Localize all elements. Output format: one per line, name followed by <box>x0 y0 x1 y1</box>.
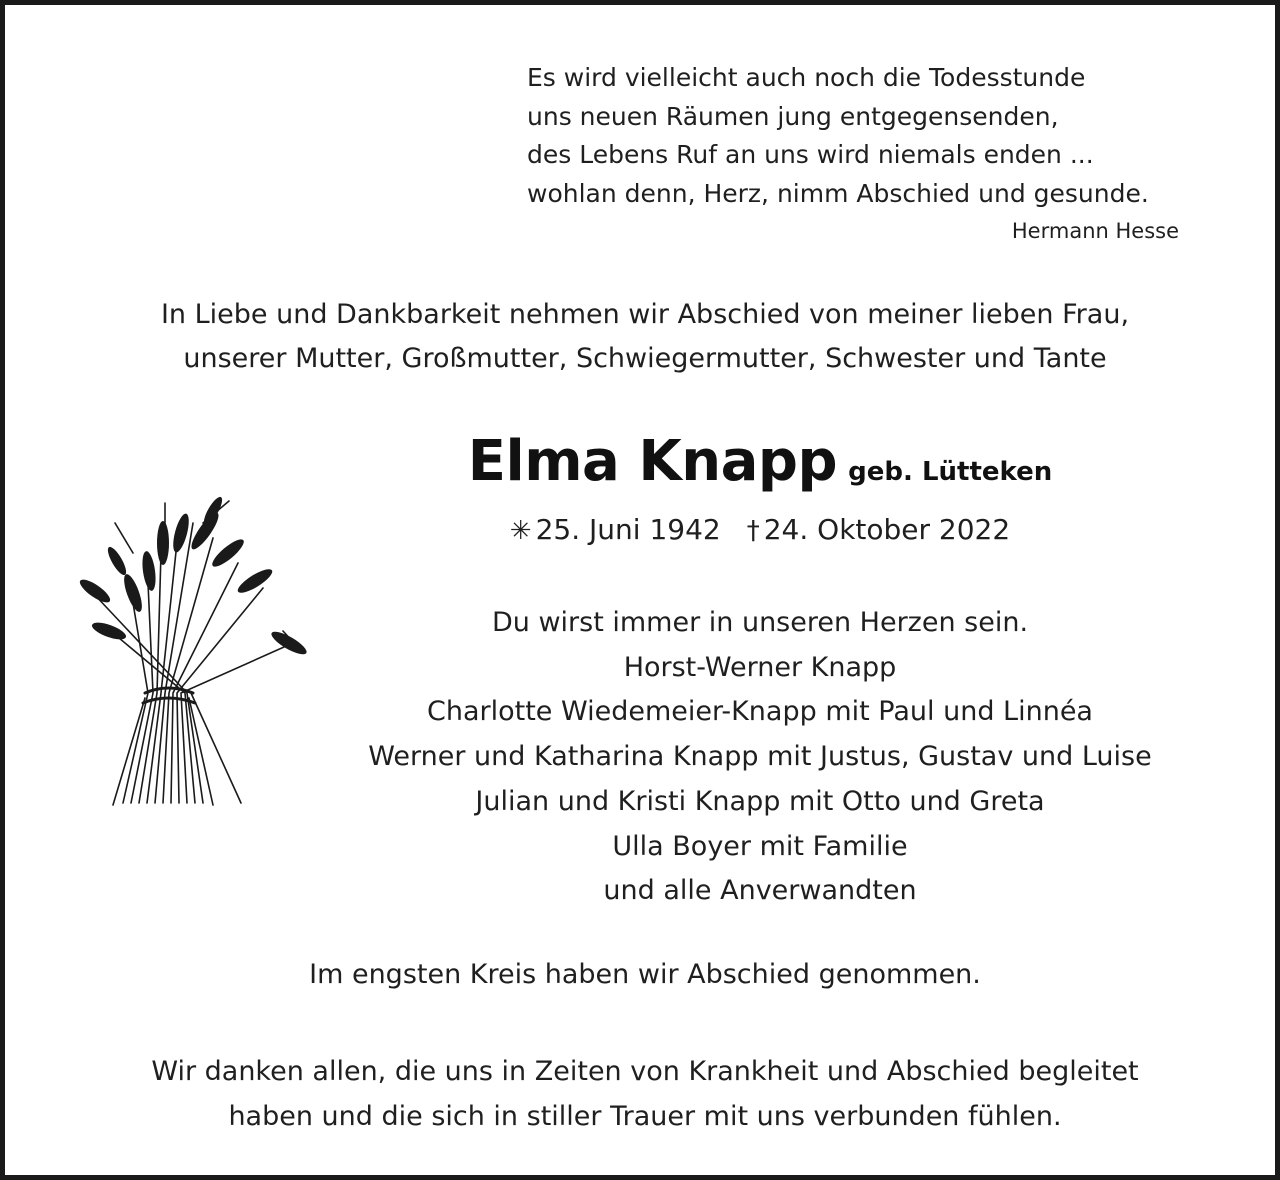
thanks-line: haben und die sich in stiller Trauer mit uns verbunden fühlen. <box>228 1101 1062 1132</box>
closing-text: Im engsten Kreis haben wir Abschied genommen. <box>309 959 981 990</box>
life-dates <box>435 513 1085 546</box>
family-line: und alle Anverwandten <box>603 875 917 907</box>
intro-text <box>65 293 1225 381</box>
birth-date: 25. Juni 1942 <box>535 513 721 546</box>
poem-line: uns neuen Räumen jung entgegensenden, <box>527 101 1059 131</box>
family-list <box>335 601 1185 914</box>
family-line: Ulla Boyer mit Familie <box>612 830 908 862</box>
death-cross-icon: † <box>746 516 760 546</box>
death-date: 24. Oktober 2022 <box>763 513 1011 546</box>
birth-star-icon: ✳ <box>509 516 532 546</box>
family-line: Du wirst immer in unseren Herzen sein. <box>491 607 1029 638</box>
poem-line: des Lebens Ruf an uns wird niemals enden ... <box>527 140 1094 169</box>
poem-line: wohlan denn, Herz, nimm Abschied und gesunde. <box>527 178 1149 208</box>
thanks-line: Wir danken allen, die uns in Zeiten von Krankheit und Abschied begleitet <box>151 1056 1139 1087</box>
family-line: Charlotte Wiedemeier-Knapp mit Paul und Linnéa <box>427 696 1093 728</box>
family-line: Horst-Werner Knapp <box>623 651 897 683</box>
poem-quote <box>527 59 1187 213</box>
thanks-text <box>65 1049 1225 1139</box>
family-line: Werner und Katharina Knapp mit Justus, Gustav und Luise <box>368 741 1152 773</box>
deceased-name: Elma Knapp <box>467 429 838 494</box>
deceased-name-row <box>385 429 1135 494</box>
family-line: Julian und Kristi Knapp mit Otto und Greta <box>475 785 1045 817</box>
poem-author: Hermann Hesse <box>1011 219 1179 243</box>
intro-line: In Liebe und Dankbarkeit nehmen wir Abschied von meiner lieben Frau, <box>160 299 1130 330</box>
maiden-name: geb. Lütteken <box>848 457 1053 487</box>
intro-line: unserer Mutter, Großmutter, Schwiegermutter, Schwester und Tante <box>183 343 1107 374</box>
wheat-sheaf-icon <box>53 493 313 813</box>
poem-line: Es wird vielleicht auch noch die Todesstunde <box>527 63 1086 92</box>
